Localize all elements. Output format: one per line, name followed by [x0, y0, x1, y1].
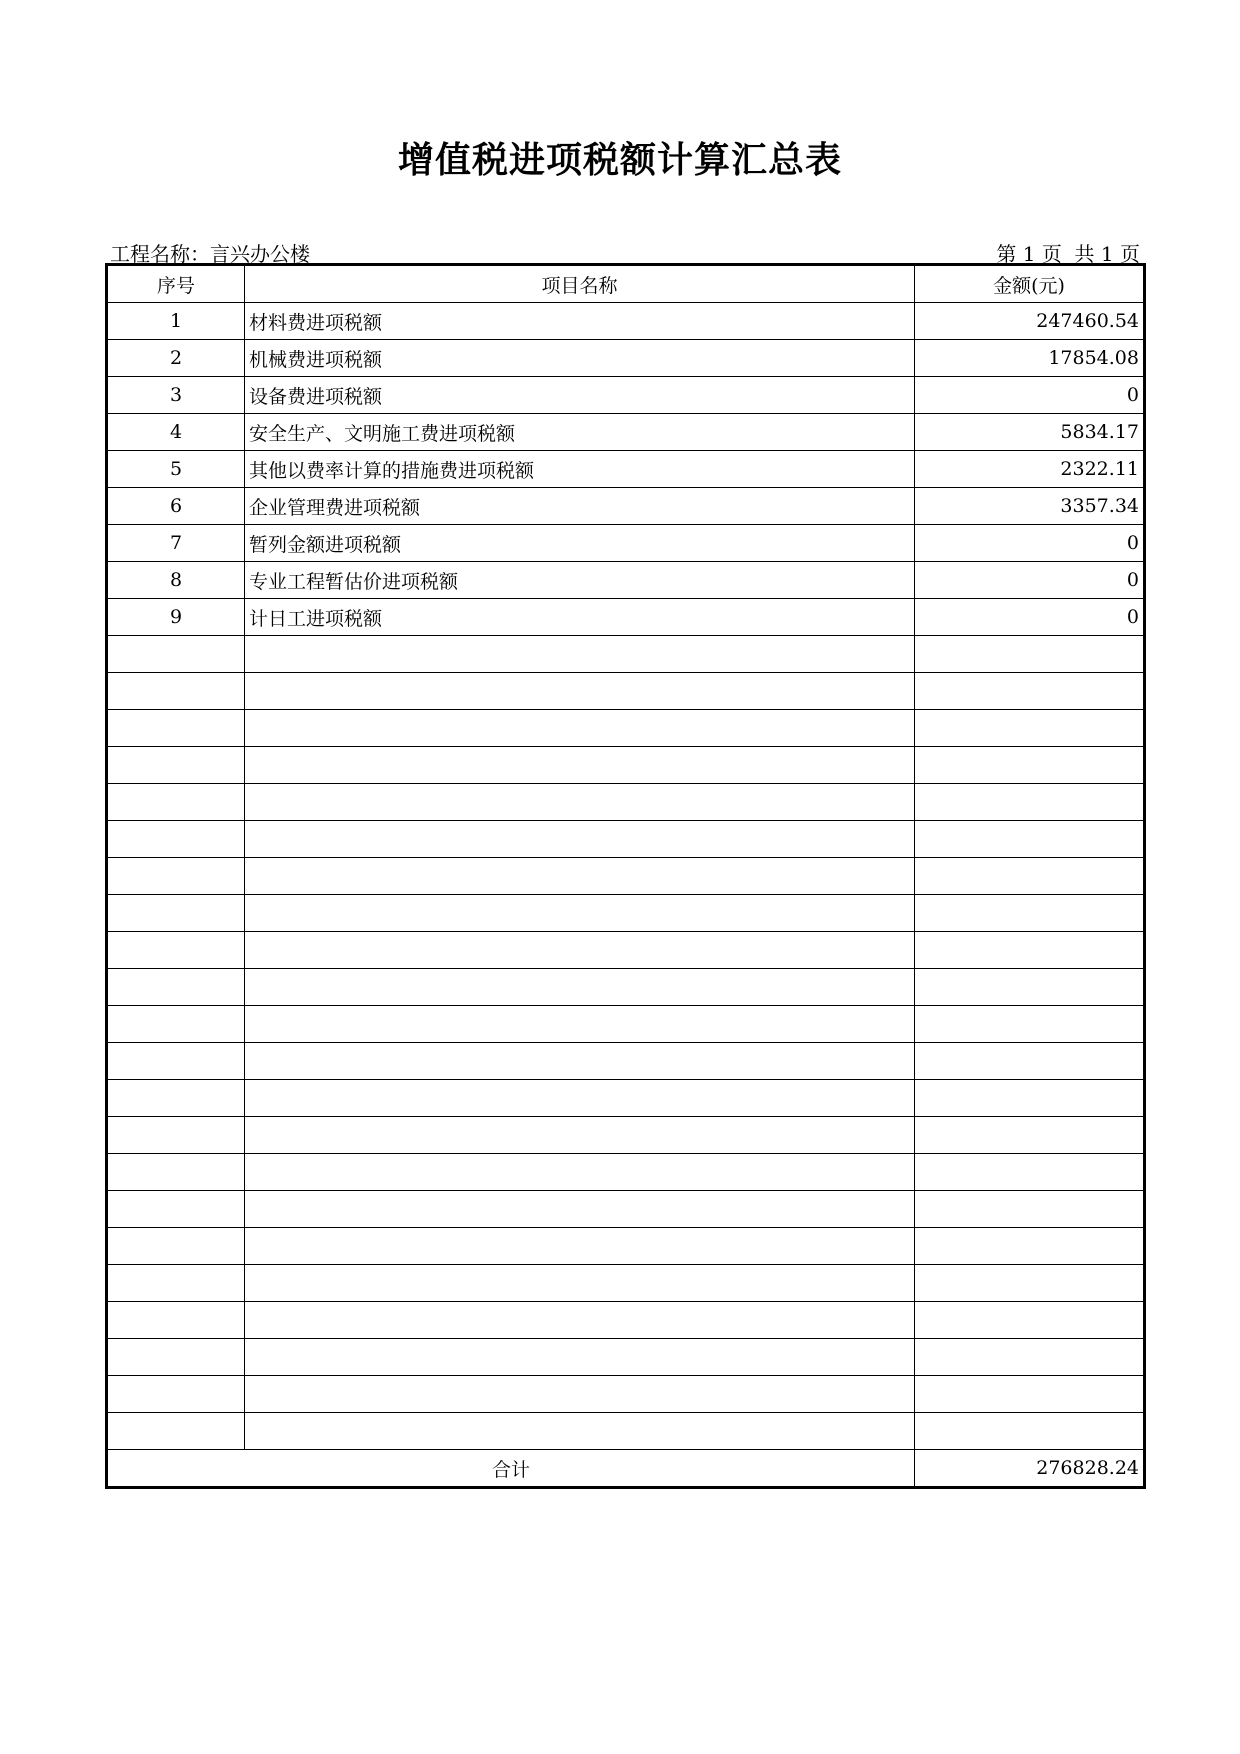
header-name: 项目名称 — [245, 265, 915, 303]
table-row — [107, 525, 1145, 562]
row-amount — [915, 747, 1145, 784]
table-row — [107, 451, 1145, 488]
row-name: 设备费进项税额 — [245, 377, 915, 414]
table-row — [107, 1376, 1145, 1413]
tax-summary-table — [105, 263, 1146, 1489]
row-amount — [915, 1228, 1145, 1265]
row-amount: 2322.11 — [915, 451, 1145, 488]
row-amount: 3357.34 — [915, 488, 1145, 525]
table-row — [107, 1265, 1145, 1302]
row-amount — [915, 710, 1145, 747]
row-amount: 17854.08 — [915, 340, 1145, 377]
row-name: 其他以费率计算的措施费进项税额 — [245, 451, 915, 488]
row-amount — [915, 969, 1145, 1006]
row-seq — [107, 1413, 245, 1450]
table-row — [107, 858, 1145, 895]
row-seq — [107, 1339, 245, 1376]
row-name — [245, 1117, 915, 1154]
row-name — [245, 1302, 915, 1339]
table-body — [107, 303, 1145, 1450]
row-seq — [107, 1080, 245, 1117]
row-seq — [107, 1265, 245, 1302]
table-row — [107, 488, 1145, 525]
project-label: 工程名称： — [110, 242, 210, 266]
row-seq: 6 — [107, 488, 245, 525]
row-name — [245, 895, 915, 932]
table-row — [107, 1154, 1145, 1191]
row-seq — [107, 1302, 245, 1339]
table-row — [107, 710, 1145, 747]
row-seq — [107, 636, 245, 673]
row-amount: 5834.17 — [915, 414, 1145, 451]
row-name: 专业工程暂估价进项税额 — [245, 562, 915, 599]
table-row — [107, 1228, 1145, 1265]
row-name — [245, 1376, 915, 1413]
table-row — [107, 636, 1145, 673]
row-name: 暂列金额进项税额 — [245, 525, 915, 562]
row-name — [245, 1154, 915, 1191]
row-name: 机械费进项税额 — [245, 340, 915, 377]
row-amount: 0 — [915, 377, 1145, 414]
row-amount: 0 — [915, 599, 1145, 636]
row-amount — [915, 895, 1145, 932]
row-seq: 7 — [107, 525, 245, 562]
table-row — [107, 1043, 1145, 1080]
row-name — [245, 1265, 915, 1302]
row-amount — [915, 932, 1145, 969]
table-row — [107, 673, 1145, 710]
row-name — [245, 1339, 915, 1376]
row-amount — [915, 821, 1145, 858]
table-row — [107, 784, 1145, 821]
row-seq — [107, 1043, 245, 1080]
row-amount — [915, 1339, 1145, 1376]
row-amount — [915, 1080, 1145, 1117]
row-amount: 0 — [915, 525, 1145, 562]
table-row — [107, 1302, 1145, 1339]
row-seq — [107, 969, 245, 1006]
table-header-row — [107, 265, 1145, 303]
row-amount — [915, 1191, 1145, 1228]
row-amount — [915, 673, 1145, 710]
total-amount: 276828.24 — [915, 1450, 1145, 1488]
row-seq — [107, 1117, 245, 1154]
row-amount — [915, 858, 1145, 895]
row-name — [245, 1228, 915, 1265]
row-seq — [107, 1006, 245, 1043]
total-row — [107, 1450, 1145, 1488]
header-amount: 金额(元) — [915, 265, 1145, 303]
row-seq — [107, 747, 245, 784]
table-row — [107, 932, 1145, 969]
table-row — [107, 303, 1145, 340]
row-amount — [915, 1006, 1145, 1043]
table-row — [107, 414, 1145, 451]
row-seq — [107, 1191, 245, 1228]
row-name: 材料费进项税额 — [245, 303, 915, 340]
row-amount — [915, 784, 1145, 821]
row-name — [245, 710, 915, 747]
table-row — [107, 895, 1145, 932]
row-seq: 9 — [107, 599, 245, 636]
total-label: 合计 — [107, 1450, 915, 1488]
table-row — [107, 1191, 1145, 1228]
row-seq: 4 — [107, 414, 245, 451]
row-name — [245, 858, 915, 895]
page-info: 第 1 页 共 1 页 — [996, 242, 1140, 266]
page-title: 增值税进项税额计算汇总表 — [397, 140, 842, 181]
row-seq — [107, 710, 245, 747]
row-name — [245, 1191, 915, 1228]
row-amount: 247460.54 — [915, 303, 1145, 340]
row-amount — [915, 1413, 1145, 1450]
row-seq — [107, 895, 245, 932]
table-row — [107, 1080, 1145, 1117]
row-name — [245, 636, 915, 673]
row-seq — [107, 932, 245, 969]
table-row — [107, 1339, 1145, 1376]
row-name — [245, 969, 915, 1006]
table-row — [107, 821, 1145, 858]
row-seq — [107, 1228, 245, 1265]
row-name — [245, 673, 915, 710]
row-seq: 3 — [107, 377, 245, 414]
row-amount — [915, 1117, 1145, 1154]
row-name — [245, 784, 915, 821]
row-name — [245, 747, 915, 784]
row-name — [245, 1413, 915, 1450]
row-seq — [107, 1154, 245, 1191]
table-row — [107, 1413, 1145, 1450]
project-name: 言兴办公楼 — [210, 242, 310, 266]
row-name — [245, 821, 915, 858]
row-seq: 8 — [107, 562, 245, 599]
table-row — [107, 377, 1145, 414]
row-name — [245, 1080, 915, 1117]
row-amount — [915, 636, 1145, 673]
row-seq — [107, 821, 245, 858]
row-name: 计日工进项税额 — [245, 599, 915, 636]
row-amount — [915, 1043, 1145, 1080]
row-seq: 2 — [107, 340, 245, 377]
table-row — [107, 969, 1145, 1006]
row-name: 安全生产、文明施工费进项税额 — [245, 414, 915, 451]
table-row — [107, 599, 1145, 636]
table-row — [107, 1006, 1145, 1043]
row-seq: 1 — [107, 303, 245, 340]
row-name: 企业管理费进项税额 — [245, 488, 915, 525]
table-row — [107, 747, 1145, 784]
row-seq: 5 — [107, 451, 245, 488]
table-row — [107, 340, 1145, 377]
table-row — [107, 1117, 1145, 1154]
row-name — [245, 1043, 915, 1080]
row-seq — [107, 1376, 245, 1413]
row-seq — [107, 784, 245, 821]
row-amount — [915, 1154, 1145, 1191]
table-row — [107, 562, 1145, 599]
row-amount — [915, 1376, 1145, 1413]
row-seq — [107, 673, 245, 710]
header-seq: 序号 — [107, 265, 245, 303]
row-name — [245, 932, 915, 969]
row-amount — [915, 1302, 1145, 1339]
row-name — [245, 1006, 915, 1043]
row-amount: 0 — [915, 562, 1145, 599]
row-seq — [107, 858, 245, 895]
row-amount — [915, 1265, 1145, 1302]
